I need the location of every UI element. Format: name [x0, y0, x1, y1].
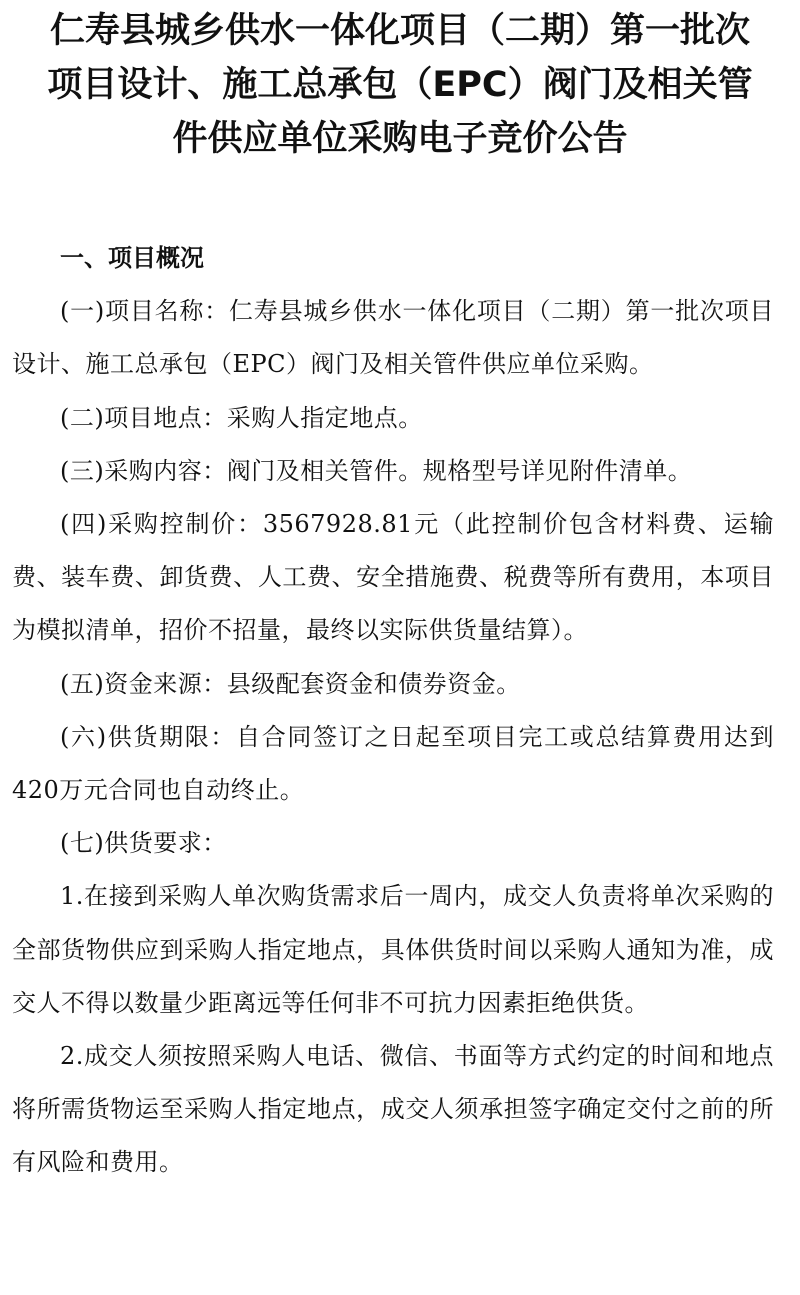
paragraph-requirement-1: 1.在接到采购人单次购货需求后一周内，成交人负责将单次采购的全部货物供应到采购人指定地点，具体供货时间以采购人通知为准，成交人不得以数量少距离远等任何非不可抗力因素拒绝供货。 [12, 882, 774, 1017]
paragraph-project-location: (二)项目地点：采购人指定地点。 [60, 403, 423, 432]
paragraph-supply-requirements: (七)供货要求： [60, 829, 227, 858]
section-heading: 一、项目概况 [60, 244, 204, 272]
paragraph-fund-source: (五)资金来源：县级配套资金和债券资金。 [60, 669, 521, 698]
paragraph-supply-period: (六)供货期限：自合同签订之日起至项目完工或总结算费用达到420万元合同也自动终止。 [12, 722, 774, 805]
document-title [0, 4, 800, 166]
paragraph-project-name: (一)项目名称：仁寿县城乡供水一体化项目（二期）第一批次项目设计、施工总承包（EPC）阀门及相关管件供应单位采购。 [12, 297, 774, 379]
paragraph-procurement-content: (三)采购内容：阀门及相关管件。规格型号详见附件清单。 [60, 456, 693, 485]
title-line-1: 仁寿县城乡供水一体化项目（二期）第一批次 [49, 11, 750, 51]
title-line-3: 件供应单位采购电子竞价公告 [172, 119, 628, 159]
title-line-2: 项目设计、施工总承包（EPC）阀门及相关管 [47, 65, 753, 105]
document-body [12, 232, 774, 1190]
paragraph-requirement-2: 2.成交人须按照采购人电话、微信、书面等方式约定的时间和地点将所需货物运至采购人指定地点，成交人须承担签字确定交付之前的所有风险和费用。 [12, 1042, 774, 1177]
paragraph-control-price: (四)采购控制价：3567928.81元（此控制价包含材料费、运输费、装车费、卸货费、人工费、安全措施费、税费等所有费用，本项目为模拟清单，招价不招量，最终以实际供货量结算）。 [12, 510, 774, 645]
